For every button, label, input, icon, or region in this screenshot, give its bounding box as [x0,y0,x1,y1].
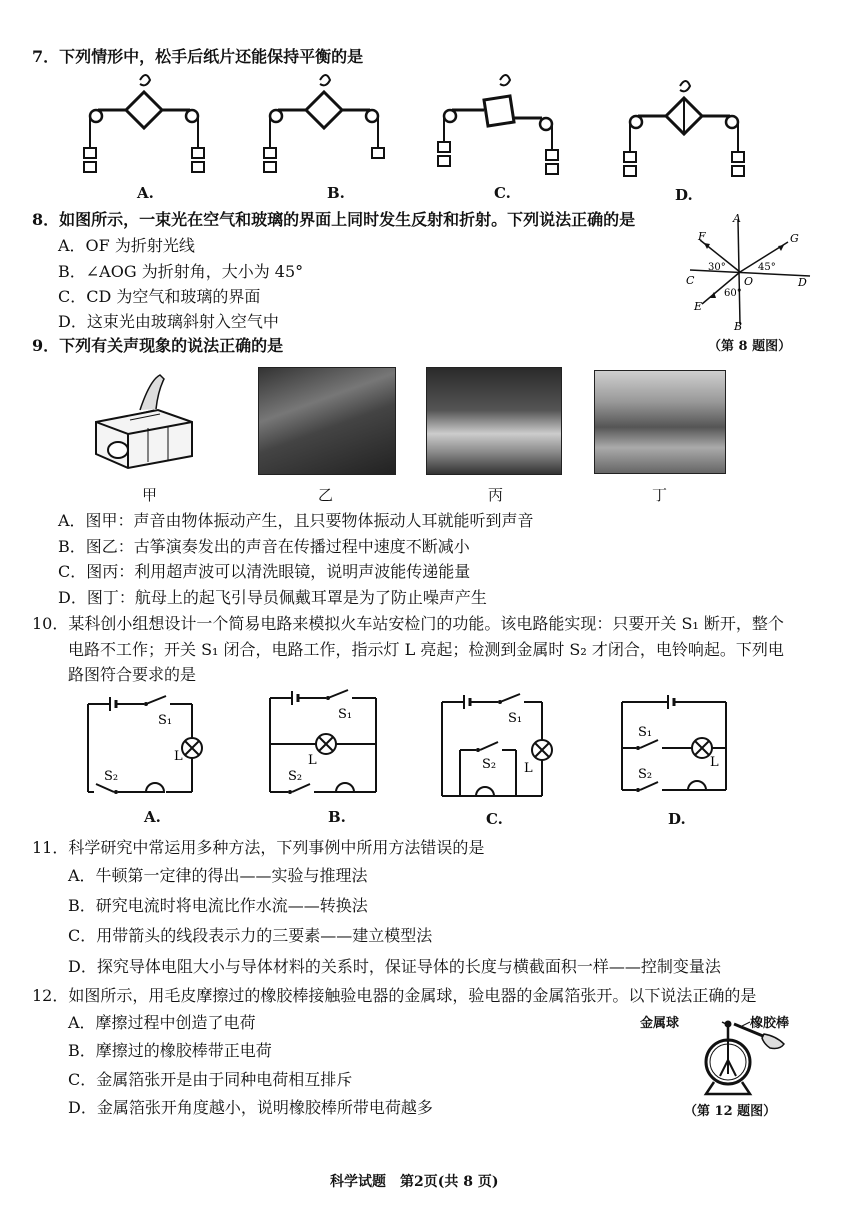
q10-d-s2-label: S₂ [638,767,653,782]
q8-option-c: C．CD 为空气和玻璃的界面 [58,287,261,306]
q9-option-a: A．图甲：声音由物体振动产生，且只要物体振动人耳就能听到声音 [58,511,534,530]
q8-option-a: A．OF 为折射光线 [58,236,195,255]
q8-fig-label-c: C [686,274,695,287]
q12-option-a: A．摩擦过程中创造了电荷 [68,1013,256,1032]
q9-pic-label-yi: 乙 [318,486,334,504]
q10-d-lamp-label: L [710,755,719,770]
q8-fig-angle-60: 60° [724,288,742,299]
q8-fig-label-a: A [733,212,741,225]
q9-picture-jia [88,370,198,470]
q10-c-s1-label: S₁ [508,711,523,726]
q12-label-rubber-rod: 橡胶棒 [750,1016,790,1031]
q10-c-lamp-label: L [524,761,533,776]
q12-label-metal-ball: 金属球 [640,1016,680,1031]
q9-pic-label-jia: 甲 [142,486,158,504]
q7-label-d: D. [675,186,693,204]
q10-circuit-a [84,694,214,804]
q10-a-s2-label: S₂ [104,769,119,784]
q10-b-lamp-label: L [308,753,317,768]
q7-label-b: B. [327,184,345,202]
q8-fig-label-b: B [734,320,743,333]
q7-figure-c [438,70,568,180]
q9-picture-yi [258,367,396,475]
q11-option-b: B．研究电流时将电流比作水流——转换法 [68,896,368,915]
q11-option-d: D．探究导体电阻大小与导体材料的关系时，保证导体的长度与横截面积一样——控制变量法 [68,957,721,976]
q8-light-figure [680,212,820,332]
q10-circuit-c [436,688,566,808]
q10-d-s1-label: S₁ [638,725,653,740]
q8-figure-caption: （第 8 题图） [708,339,792,354]
q9-option-d: D．图丁：航母上的起飞引导员佩戴耳罩是为了防止噪声产生 [58,588,487,607]
q7-title: 7．下列情形中，松手后纸片还能保持平衡的是 [32,47,364,66]
q9-option-c: C．图丙：利用超声波可以清洗眼镜，说明声波能传递能量 [58,562,471,581]
q9-picture-ding [594,370,726,474]
q8-fig-angle-45: 45° [758,262,776,273]
q10-label-b: B. [328,808,346,826]
q12-option-b: B．摩擦过的橡胶棒带正电荷 [68,1041,272,1060]
q10-c-s2-label: S₂ [482,757,497,772]
q7-figure-d [622,76,752,186]
q10-line-2: 电路不工作；开关 S₁ 闭合，电路工作，指示灯 L 亮起；检测到金属时 S₂ 才闭合，电铃响起。下列电 [68,640,784,659]
q8-fig-angle-30: 30° [708,262,726,273]
q10-label-d: D. [668,810,686,828]
page-footer: 科学试题 第2页(共 8 页) [330,1174,499,1190]
q10-label-a: A. [144,808,161,826]
q11-title: 11．科学研究中常运用多种方法，下列事例中所用方法错误的是 [32,838,485,857]
q10-label-c: C. [486,810,503,828]
q7-figure-b [262,70,392,180]
q12-option-d: D．金属箔张开角度越小，说明橡胶棒所带电荷越多 [68,1098,433,1117]
q11-option-a: A．牛顿第一定律的得出——实验与推理法 [68,866,368,885]
q10-a-lamp-label: L [174,749,183,764]
q9-option-b: B．图乙：古筝演奏发出的声音在传播过程中速度不断减小 [58,537,470,556]
q8-option-d: D．这束光由玻璃斜射入空气中 [58,312,279,331]
q7-label-a: A. [137,184,154,202]
q12-figure-caption: （第 12 题图） [684,1104,777,1119]
q9-title: 9．下列有关声现象的说法正确的是 [32,336,284,355]
q10-circuit-d [618,690,748,810]
q8-title: 8．如图所示，一束光在空气和玻璃的界面上同时发生反射和折射。下列说法正确的是 [32,210,636,229]
q8-fig-label-e: E [694,300,703,313]
q12-option-c: C．金属箔张开是由于同种电荷相互排斥 [68,1070,353,1089]
q9-pic-label-ding: 丁 [652,486,668,504]
q10-circuit-b [264,684,394,804]
q10-a-s1-label: S₁ [158,713,173,728]
q9-picture-bing [426,367,562,475]
q10-b-s2-label: S₂ [288,769,303,784]
q10-line-1: 10．某科创小组想设计一个简易电路来模拟火车站安检门的功能。该电路能实现：只要开关 S₁ 断开，整个 [32,614,784,633]
q8-fig-label-d: D [798,276,807,289]
q11-option-c: C．用带箭头的线段表示力的三要素——建立模型法 [68,926,433,945]
q8-fig-label-f: F [698,230,706,243]
q8-option-b: B．∠AOG 为折射角，大小为 45° [58,262,304,281]
q7-label-c: C. [494,184,511,202]
q12-electroscope-figure [680,1012,800,1100]
q10-line-3: 路图符合要求的是 [68,665,197,684]
q8-fig-label-g: G [790,232,799,245]
q10-b-s1-label: S₁ [338,707,353,722]
q8-fig-label-o: O [744,275,754,288]
q12-title: 12．如图所示，用毛皮摩擦过的橡胶棒接触验电器的金属球，验电器的金属箔张开。以下说法正确的是 [32,986,757,1005]
q7-figure-a [82,70,212,180]
q9-pic-label-bing: 丙 [488,486,504,504]
